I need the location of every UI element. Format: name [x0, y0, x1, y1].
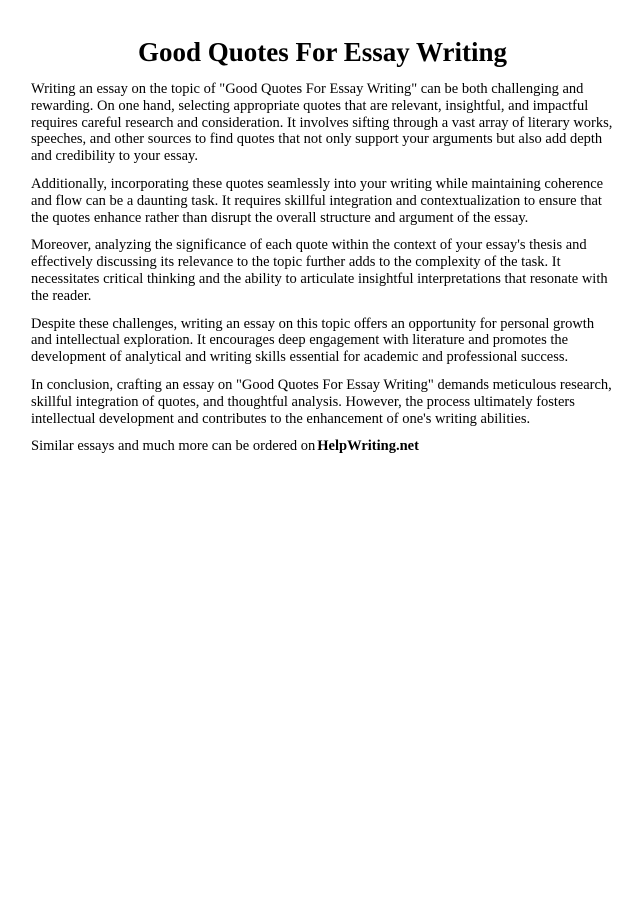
footer-line [31, 438, 614, 455]
paragraph-growth: Despite these challenges, writing an essay on this topic offers an opportunity for personal growth and intellectual exploration. It encourages deep engagement with literature and promotes the development of analytical and writing skills essential for academic and professional success. [31, 315, 595, 366]
paragraph-intro: Writing an essay on the topic of "Good Quotes For Essay Writing" can be both challenging and rewarding. On one hand, selecting appropriate quotes that are relevant, insightful, and impactful requires careful research and consideration. It involves sifting through a vast array of literary works, speeches, and other sources to find quotes that not only support your arguments but also add depth and credibility to your essay. [31, 81, 613, 165]
footer-text: Similar essays and much more can be ordered on [31, 438, 316, 455]
paragraph-analysis: Moreover, analyzing the significance of each quote within the context of your essay's thesis and effectively discussing its relevance to the topic further adds to the complexity of the task. It necessitates critical thinking and the ability to articulate insightful interpretations that resonate with the reader. [31, 237, 608, 304]
helpwriting-link[interactable]: HelpWriting.net [317, 438, 419, 455]
paragraph-integration: Additionally, incorporating these quotes seamlessly into your writing while maintaining coherence and flow can be a daunting task. It requires skillful integration and contextualization to ensure that the quotes enhance rather than disrupt the overall structure and argument of the essay. [31, 175, 604, 226]
document-title: Good Quotes For Essay Writing [137, 37, 508, 67]
paragraph-conclusion: In conclusion, crafting an essay on "Good Quotes For Essay Writing" demands meticulous research, skillful integration of quotes, and thoughtful analysis. However, the process ultimately fosters intellectual development and contributes to the enhancement of one's writing abilities. [31, 376, 612, 427]
